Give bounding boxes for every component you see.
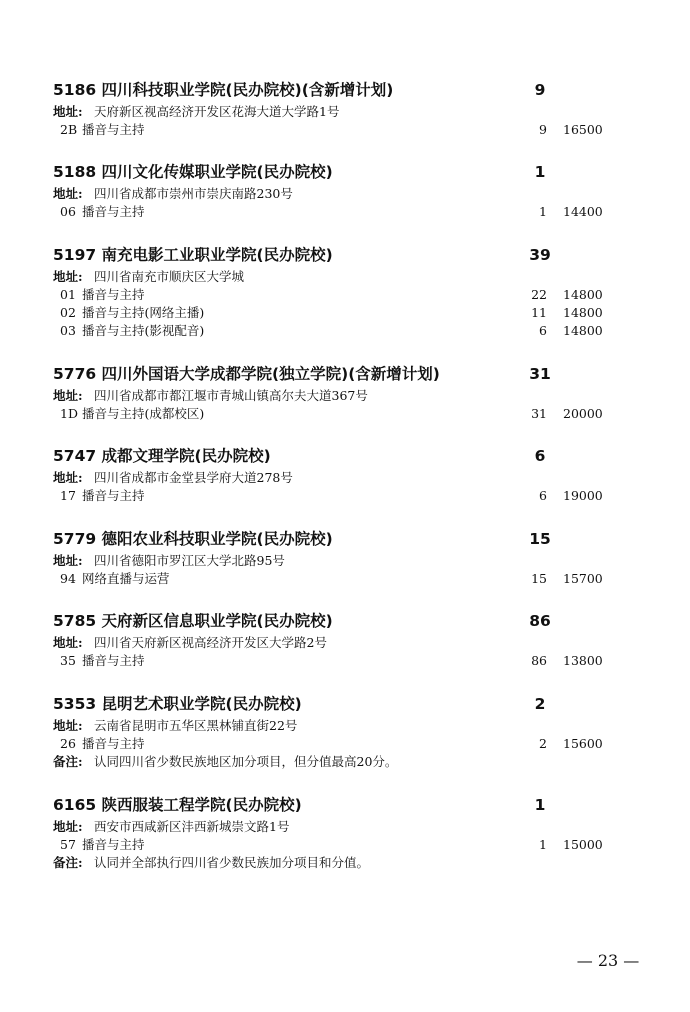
- address-text: 四川省南充市顺庆区大学城: [94, 269, 245, 284]
- major-row: [0, 121, 690, 139]
- school-address: [0, 717, 690, 735]
- note-label: 备注:: [53, 855, 83, 870]
- address-label: 地址:: [53, 553, 83, 568]
- major-count: 22: [531, 287, 547, 302]
- major-row: [0, 322, 690, 340]
- address-label: 地址:: [53, 635, 83, 650]
- major-name: 播音与主持: [82, 488, 145, 503]
- major-row: [0, 487, 690, 505]
- major-count: 2: [539, 736, 547, 751]
- major-fee: 15000: [563, 837, 603, 852]
- school-entry: [0, 242, 690, 340]
- major-name: 播音与主持: [82, 736, 145, 751]
- school-name: 5197 南充电影工业职业学院(民办院校): [53, 246, 333, 264]
- major-code: 03: [60, 323, 76, 338]
- school-address: [0, 469, 690, 487]
- major-name: 播音与主持: [82, 653, 145, 668]
- school-entry: [0, 608, 690, 670]
- major-code: 17: [60, 488, 76, 503]
- major-count: 15: [531, 571, 547, 586]
- major-row: [0, 203, 690, 221]
- major-code: 2B: [60, 122, 78, 137]
- school-total-quota: 1: [534, 796, 546, 814]
- school-address: [0, 268, 690, 286]
- school-total-quota: 2: [534, 695, 546, 713]
- address-label: 地址:: [53, 104, 83, 119]
- address-text: 四川省德阳市罗江区大学北路95号: [94, 553, 285, 568]
- address-text: 西安市西咸新区沣西新城崇文路1号: [94, 819, 290, 834]
- major-row: [0, 304, 690, 322]
- major-code: 01: [60, 287, 76, 302]
- school-header: [0, 608, 690, 634]
- school-entry: [0, 361, 690, 423]
- note-text: 认同四川省少数民族地区加分项目，但分值最高20分。: [94, 754, 398, 769]
- address-text: 四川省成都市金堂县学府大道278号: [94, 470, 293, 485]
- major-count: 86: [531, 653, 547, 668]
- major-code: 26: [60, 736, 76, 751]
- major-fee: 19000: [563, 488, 603, 503]
- school-total-quota: 31: [529, 365, 551, 383]
- major-name: 播音与主持: [82, 287, 145, 302]
- address-text: 四川省天府新区视高经济开发区大学路2号: [94, 635, 327, 650]
- school-entry: [0, 443, 690, 505]
- major-name: 播音与主持: [82, 204, 145, 219]
- school-header: [0, 77, 690, 103]
- school-note: [0, 753, 690, 771]
- major-code: 35: [60, 653, 76, 668]
- major-fee: 15600: [563, 736, 603, 751]
- address-label: 地址:: [53, 388, 83, 403]
- school-note: [0, 854, 690, 872]
- major-code: 57: [60, 837, 76, 852]
- school-name: 5779 德阳农业科技职业学院(民办院校): [53, 530, 333, 548]
- major-fee: 20000: [563, 406, 603, 421]
- school-address: [0, 103, 690, 121]
- major-count: 6: [539, 323, 547, 338]
- school-address: [0, 552, 690, 570]
- major-count: 6: [539, 488, 547, 503]
- school-address: [0, 387, 690, 405]
- major-fee: 14400: [563, 204, 603, 219]
- school-entry: [0, 691, 690, 771]
- school-entry: [0, 159, 690, 221]
- address-text: 四川省成都市都江堰市青城山镇高尔夫大道367号: [94, 388, 368, 403]
- school-total-quota: 86: [529, 612, 551, 630]
- address-label: 地址:: [53, 186, 83, 201]
- school-address: [0, 818, 690, 836]
- address-label: 地址:: [53, 819, 83, 834]
- school-name: 5186 四川科技职业学院(民办院校)(含新增计划): [53, 81, 394, 99]
- major-code: 1D: [60, 406, 78, 421]
- school-header: [0, 443, 690, 469]
- address-label: 地址:: [53, 269, 83, 284]
- school-header: [0, 361, 690, 387]
- school-name: 5747 成都文理学院(民办院校): [53, 447, 271, 465]
- school-entry: [0, 792, 690, 872]
- address-label: 地址:: [53, 718, 83, 733]
- school-total-quota: 15: [529, 530, 551, 548]
- note-label: 备注:: [53, 754, 83, 769]
- major-row: [0, 735, 690, 753]
- school-total-quota: 39: [529, 246, 551, 264]
- school-total-quota: 6: [534, 447, 546, 465]
- school-header: [0, 691, 690, 717]
- major-row: [0, 570, 690, 588]
- address-text: 天府新区视高经济开发区花海大道大学路1号: [94, 104, 340, 119]
- major-name: 网络直播与运营: [82, 571, 170, 586]
- school-header: [0, 242, 690, 268]
- major-code: 06: [60, 204, 76, 219]
- major-row: [0, 652, 690, 670]
- school-total-quota: 1: [534, 163, 546, 181]
- major-fee: 14800: [563, 305, 603, 320]
- address-text: 云南省昆明市五华区黑林铺直街22号: [94, 718, 298, 733]
- school-address: [0, 634, 690, 652]
- major-fee: 16500: [563, 122, 603, 137]
- major-fee: 15700: [563, 571, 603, 586]
- note-text: 认同并全部执行四川省少数民族加分项目和分值。: [94, 855, 370, 870]
- major-name: 播音与主持: [82, 122, 145, 137]
- school-header: [0, 526, 690, 552]
- major-fee: 14800: [563, 323, 603, 338]
- major-fee: 14800: [563, 287, 603, 302]
- page-number: — 23 —: [576, 951, 640, 970]
- school-name: 5188 四川文化传媒职业学院(民办院校): [53, 163, 333, 181]
- school-entry: [0, 77, 690, 139]
- major-name: 播音与主持(网络主播): [82, 305, 205, 320]
- major-count: 1: [539, 837, 547, 852]
- major-row: [0, 836, 690, 854]
- school-header: [0, 159, 690, 185]
- school-name: 5353 昆明艺术职业学院(民办院校): [53, 695, 302, 713]
- major-name: 播音与主持(成都校区): [82, 406, 205, 421]
- major-count: 11: [531, 305, 547, 320]
- school-entry: [0, 526, 690, 588]
- major-code: 94: [60, 571, 76, 586]
- major-code: 02: [60, 305, 76, 320]
- major-count: 1: [539, 204, 547, 219]
- school-total-quota: 9: [534, 81, 546, 99]
- school-header: [0, 792, 690, 818]
- address-text: 四川省成都市崇州市崇庆南路230号: [94, 186, 293, 201]
- major-row: [0, 286, 690, 304]
- major-fee: 13800: [563, 653, 603, 668]
- school-address: [0, 185, 690, 203]
- major-count: 9: [539, 122, 547, 137]
- school-name: 5785 天府新区信息职业学院(民办院校): [53, 612, 333, 630]
- major-name: 播音与主持: [82, 837, 145, 852]
- major-row: [0, 405, 690, 423]
- school-name: 6165 陕西服装工程学院(民办院校): [53, 796, 302, 814]
- school-name: 5776 四川外国语大学成都学院(独立学院)(含新增计划): [53, 365, 440, 383]
- address-label: 地址:: [53, 470, 83, 485]
- major-count: 31: [531, 406, 547, 421]
- major-name: 播音与主持(影视配音): [82, 323, 205, 338]
